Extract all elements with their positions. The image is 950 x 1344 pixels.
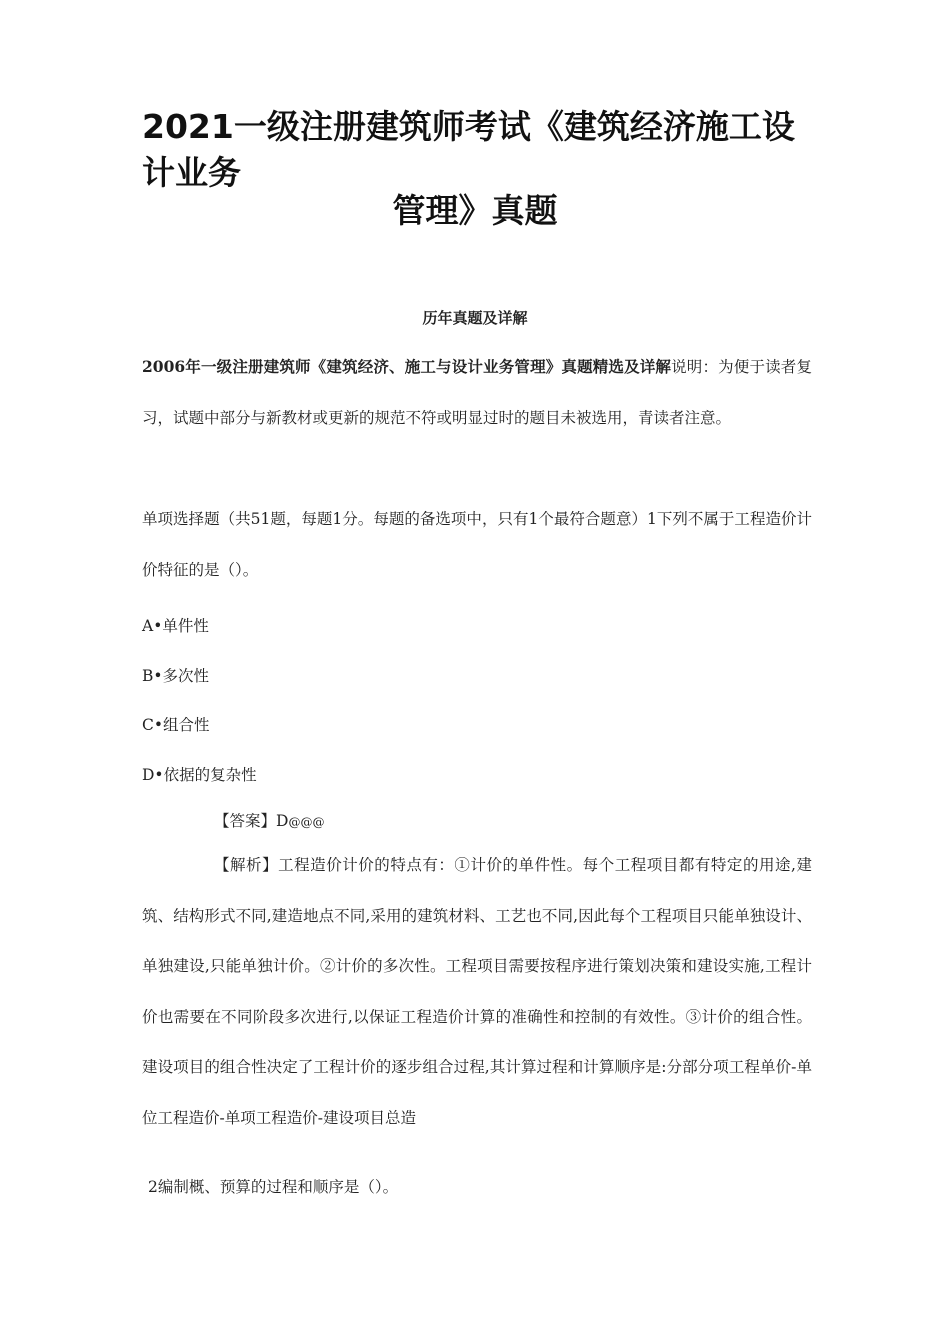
question-1: 单项选择题（共51题，每题1分。每题的备选项中，只有1个最符合题意）1下列不属于工程造价计价特征的是（）。 bbox=[142, 510, 812, 579]
document-title-continued: 管理》真题 bbox=[392, 191, 558, 230]
option-b: B•多次性 bbox=[142, 667, 210, 685]
answer-line bbox=[214, 810, 324, 833]
question-2: 2编制概、预算的过程和顺序是（）。 bbox=[148, 1178, 399, 1196]
analysis-paragraph: 【解析】工程造价计价的特点有：①计价的单件性。每个工程项目都有特定的用途,建筑、结构形式不同,建造地点不同,采用的建筑材料、工艺也不同,因此每个工程项目只能单独设计、单独建设,只能单独计价。②计价的多次性。工程项目需要按程序进行策划决策和建设实施,工程计价也需要在不同阶段多次进行,以保证工程造价计算的准确性和控制的有效性。③计价的组合性。建设项目的组合性决定了工程计价的逐步组合过程,其计算过程和计算顺序是:分部分项工程单价-单位工程造价-单项工程造价-建设项目总造 bbox=[142, 856, 812, 1127]
answer-label: 【答案】D bbox=[214, 812, 289, 830]
document-title: 2021一级注册建筑师考试《建筑经济施工设计业务 bbox=[142, 107, 795, 192]
section-subtitle: 历年真题及详解 bbox=[422, 309, 528, 327]
option-c: C•组合性 bbox=[142, 716, 210, 734]
option-a: A•单件性 bbox=[142, 617, 209, 635]
intro-text: 说明：为便于读者复习，试题中部分与新教材或更新的规范不符或明显过时的题目未被选用，青读者注意。 bbox=[142, 358, 812, 427]
intro-heading: 2006年一级注册建筑师《建筑经济、施工与设计业务管理》真题精选及详解 bbox=[142, 357, 672, 376]
answer-suffix: @@@ bbox=[288, 815, 325, 829]
option-d: D•依据的复杂性 bbox=[142, 766, 257, 784]
intro-paragraph bbox=[142, 342, 812, 443]
